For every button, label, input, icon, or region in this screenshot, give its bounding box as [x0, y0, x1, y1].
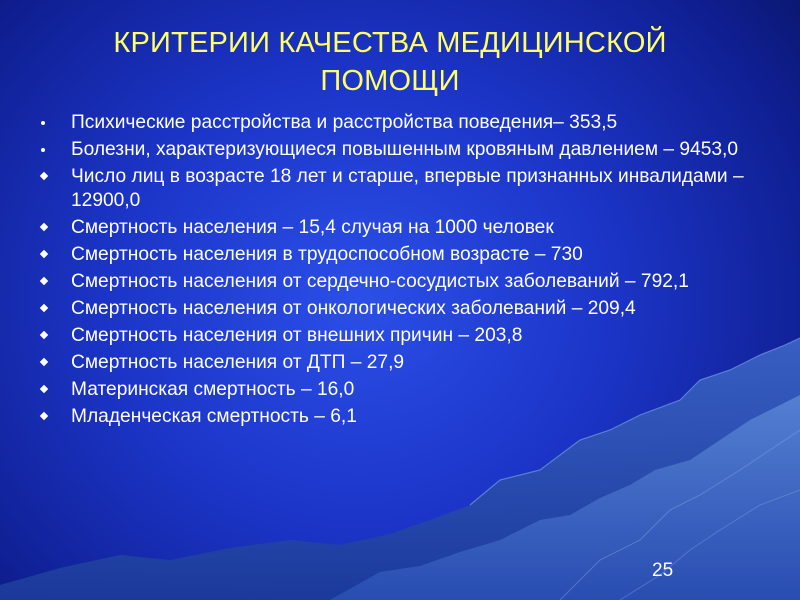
bullet-diamond-icon — [40, 358, 48, 366]
list-item-text: Смертность населения в трудоспособном возрасте – 730 — [71, 243, 583, 265]
list-item-text: Смертность населения от онкологических заболеваний – 209,4 — [71, 298, 636, 320]
criteria-list — [38, 111, 778, 433]
bullet-diamond-icon — [40, 304, 48, 312]
bullet-diamond-icon — [40, 385, 48, 393]
list-item — [38, 270, 778, 294]
list-item-text: Смертность населения – 15,4 случая на 1000 человек — [71, 216, 554, 238]
list-item-text: Смертность населения от ДТП – 27,9 — [71, 352, 405, 374]
bullet-diamond-icon — [40, 172, 48, 180]
bullet-diamond-icon — [40, 250, 48, 258]
list-item-text: Число лиц в возрасте 18 лет и старше, впервые признанных инвалидами – 12900,0 — [71, 166, 744, 211]
list-item-text: Болезни, характеризующиеся повышенным кровяным давлением – 9453,0 — [71, 139, 739, 161]
list-item-text: Младенческая смертность – 6,1 — [71, 406, 357, 428]
list-item-text: Смертность населения от внешних причин – 203,8 — [71, 325, 523, 347]
list-item — [38, 111, 778, 135]
bullet-diamond-icon — [40, 412, 48, 420]
list-item — [38, 138, 778, 162]
bullet-diamond-icon — [40, 277, 48, 285]
title-line-2: ПОМОЩИ — [320, 65, 460, 97]
bullet-diamond-icon — [40, 223, 48, 231]
list-item — [38, 324, 778, 348]
list-item-text: Психические расстройства и расстройства поведения– 353,5 — [71, 112, 618, 133]
slide-title — [40, 24, 740, 100]
bullet-diamond-icon — [40, 331, 48, 339]
page-number: 25 — [652, 560, 674, 581]
title-line-1: КРИТЕРИИ КАЧЕСТВА МЕДИЦИНСКОЙ — [113, 27, 667, 59]
list-item — [38, 405, 778, 429]
list-item — [38, 243, 778, 267]
list-item — [38, 216, 778, 240]
list-item-text: Материнская смертность – 16,0 — [71, 379, 355, 401]
list-item — [38, 351, 778, 375]
bullet-dot-icon — [41, 121, 45, 125]
list-item — [38, 165, 778, 212]
bullet-dot-icon — [41, 148, 45, 152]
list-item — [38, 297, 778, 321]
list-item-text: Смертность населения от сердечно-сосудистых заболеваний – 792,1 — [71, 270, 689, 292]
list-item — [38, 378, 778, 402]
